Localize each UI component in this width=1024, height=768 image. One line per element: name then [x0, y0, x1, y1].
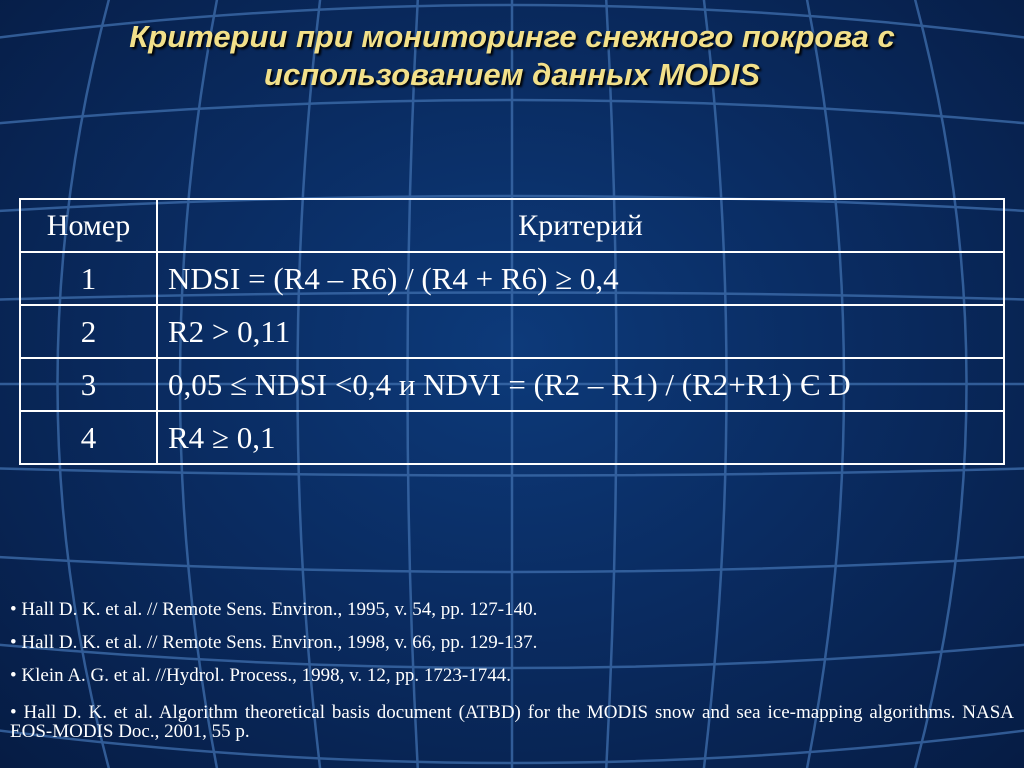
header-criterion: Критерий [157, 199, 1004, 252]
row-criterion: 0,05 ≤ NDSI <0,4 и NDVI = (R2 – R1) / (R2+R1) Є D [157, 358, 1004, 411]
reference-item: • Hall D. K. et al. // Remote Sens. Environ., 1995, v. 54, pp. 127-140. [10, 599, 538, 620]
table-row [20, 411, 1004, 464]
slide-title-line-2: использованием данных MODIS [264, 57, 760, 92]
header-number: Номер [20, 199, 157, 252]
slide-title-line-1: Критерии при мониторинге снежного покрова с [129, 19, 895, 54]
row-criterion: NDSI = (R4 – R6) / (R4 + R6) ≥ 0,4 [157, 252, 1004, 305]
reference-item: • Hall D. K. et al. Algorithm theoretical basis document (ATBD) for the MODIS snow and sea ice-mapping algorithms. NASA EOS-MODIS Doc., 2001, 55 p. [10, 702, 1014, 742]
row-criterion: R2 > 0,11 [157, 305, 1004, 358]
table-row [20, 305, 1004, 358]
table-row [20, 252, 1004, 305]
row-number: 2 [20, 305, 157, 358]
references-list [10, 600, 1014, 755]
table-row [20, 358, 1004, 411]
row-criterion: R4 ≥ 0,1 [157, 411, 1004, 464]
slide-title [60, 18, 964, 94]
reference-item: • Klein A. G. et al. //Hydrol. Process., 1998, v. 12, pp. 1723-1744. [10, 665, 511, 686]
row-number: 3 [20, 358, 157, 411]
row-number: 1 [20, 252, 157, 305]
criteria-table [19, 198, 1005, 465]
row-number: 4 [20, 411, 157, 464]
reference-item: • Hall D. K. et al. // Remote Sens. Environ., 1998, v. 66, pp. 129-137. [10, 632, 538, 653]
table-header-row [20, 199, 1004, 252]
